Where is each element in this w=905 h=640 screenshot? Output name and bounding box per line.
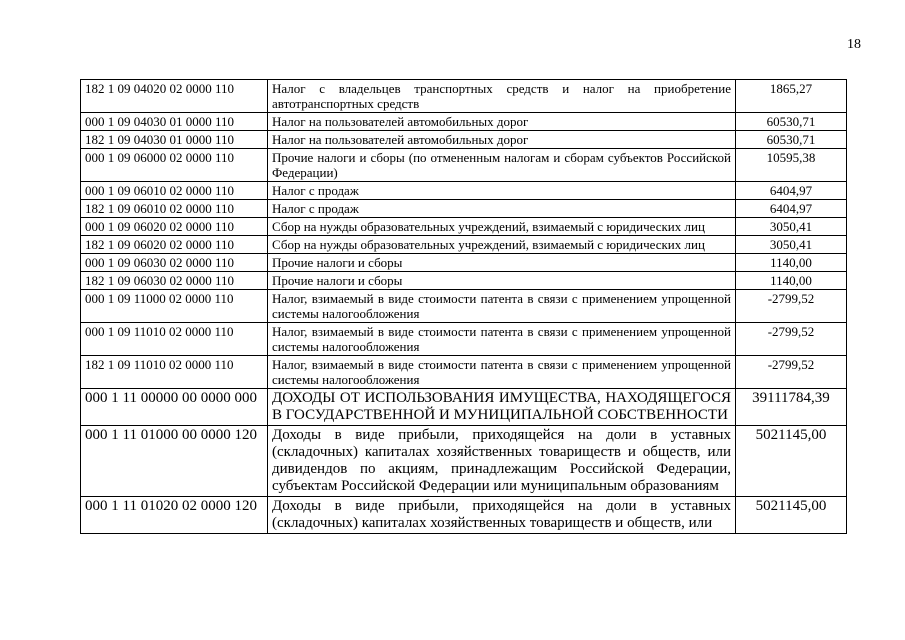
amount-cell: 60530,71 [736,113,847,131]
budget-code-cell: 182 1 09 04020 02 0000 110 [81,80,268,113]
revenue-name-cell: Налог, взимаемый в виде стоимости патента в связи с применением упрощенной системы налогообложения [268,290,736,323]
budget-code-cell: 000 1 09 06000 02 0000 110 [81,149,268,182]
table-row [81,131,847,149]
table-row [81,290,847,323]
table-row [81,218,847,236]
amount-cell: 6404,97 [736,182,847,200]
table-row [81,113,847,131]
revenue-name-cell: Доходы в виде прибыли, приходящейся на доли в уставных (складочных) капиталах хозяйственных товариществ и обществ, или [268,497,736,534]
table-row [81,254,847,272]
amount-cell: 6404,97 [736,200,847,218]
budget-code-cell: 000 1 09 04030 01 0000 110 [81,113,268,131]
budget-revenue-table [80,79,847,534]
revenue-name-cell: Доходы в виде прибыли, приходящейся на доли в уставных (складочных) капиталах хозяйственных товариществ и обществ, или дивидендов по акциям, принадлежащим Российской Федерации, субъектам Российской Федерации или муниципальным образованиям [268,426,736,497]
table-row [81,236,847,254]
budget-code-cell: 182 1 09 06010 02 0000 110 [81,200,268,218]
page-number: 18 [847,37,861,52]
revenue-name-cell: ДОХОДЫ ОТ ИСПОЛЬЗОВАНИЯ ИМУЩЕСТВА, НАХОДЯЩЕГОСЯ В ГОСУДАРСТВЕННОЙ И МУНИЦИПАЛЬНОЙ СОБСТВЕННОСТИ [268,389,736,426]
table-row [81,149,847,182]
amount-cell: -2799,52 [736,356,847,389]
amount-cell: 3050,41 [736,218,847,236]
amount-cell: 10595,38 [736,149,847,182]
amount-cell: -2799,52 [736,290,847,323]
budget-code-cell: 182 1 09 04030 01 0000 110 [81,131,268,149]
revenue-name-cell: Сбор на нужды образовательных учреждений, взимаемый с юридических лиц [268,218,736,236]
table-row [81,426,847,497]
budget-code-cell: 000 1 11 01000 00 0000 120 [81,426,268,497]
revenue-name-cell: Налог с продаж [268,200,736,218]
revenue-name-cell: Прочие налоги и сборы (по отмененным налогам и сборам субъектов Российской Федерации) [268,149,736,182]
amount-cell: 5021145,00 [736,497,847,534]
revenue-name-cell: Сбор на нужды образовательных учреждений, взимаемый с юридических лиц [268,236,736,254]
revenue-name-cell: Налог на пользователей автомобильных дорог [268,113,736,131]
budget-code-cell: 000 1 09 11000 02 0000 110 [81,290,268,323]
budget-code-cell: 182 1 09 06020 02 0000 110 [81,236,268,254]
budget-code-cell: 000 1 09 06030 02 0000 110 [81,254,268,272]
budget-code-cell: 000 1 09 06010 02 0000 110 [81,182,268,200]
table-row [81,182,847,200]
budget-code-cell: 182 1 09 11010 02 0000 110 [81,356,268,389]
table-row [81,356,847,389]
revenue-name-cell: Налог на пользователей автомобильных дорог [268,131,736,149]
table-row [81,200,847,218]
revenue-name-cell: Прочие налоги и сборы [268,272,736,290]
revenue-name-cell: Прочие налоги и сборы [268,254,736,272]
table-row [81,389,847,426]
amount-cell: 1140,00 [736,272,847,290]
amount-cell: 3050,41 [736,236,847,254]
revenue-name-cell: Налог с продаж [268,182,736,200]
budget-code-cell: 000 1 09 11010 02 0000 110 [81,323,268,356]
amount-cell: -2799,52 [736,323,847,356]
table-row [81,80,847,113]
budget-code-cell: 000 1 11 00000 00 0000 000 [81,389,268,426]
budget-code-cell: 182 1 09 06030 02 0000 110 [81,272,268,290]
table-row [81,323,847,356]
revenue-name-cell: Налог, взимаемый в виде стоимости патента в связи с применением упрощенной системы налогообложения [268,356,736,389]
amount-cell: 1865,27 [736,80,847,113]
amount-cell: 60530,71 [736,131,847,149]
table-row [81,272,847,290]
amount-cell: 1140,00 [736,254,847,272]
amount-cell: 39111784,39 [736,389,847,426]
budget-code-cell: 000 1 11 01020 02 0000 120 [81,497,268,534]
revenue-name-cell: Налог с владельцев транспортных средств и налог на приобретение автотранспортных средств [268,80,736,113]
table-row [81,497,847,534]
budget-code-cell: 000 1 09 06020 02 0000 110 [81,218,268,236]
amount-cell: 5021145,00 [736,426,847,497]
revenue-name-cell: Налог, взимаемый в виде стоимости патента в связи с применением упрощенной системы налогообложения [268,323,736,356]
